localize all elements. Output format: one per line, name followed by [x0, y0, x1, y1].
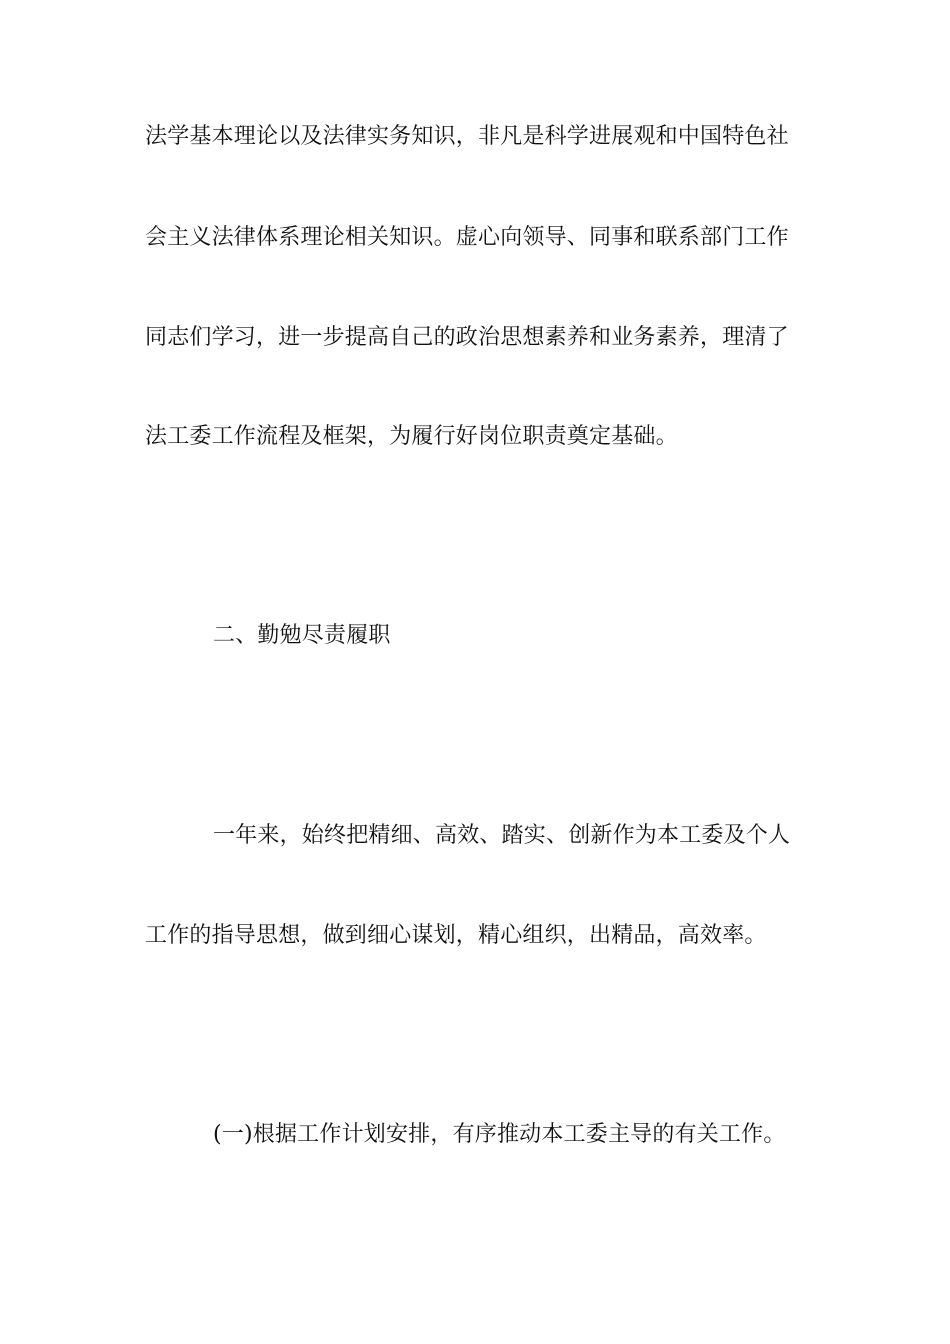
- paragraph-line: 法学基本理论以及法律实务知识，非凡是科学进展观和中国特色社: [145, 124, 789, 149]
- subheading: (一)根据工作计划安排，有序推动本工委主导的有关工作。: [213, 1122, 786, 1147]
- paragraph-line: 工作的指导思想，做到细心谋划，精心组织，出精品，高效率。: [145, 923, 767, 948]
- paragraph-line: 法工委工作流程及框架，为履行好岗位职责奠定基础。: [145, 424, 678, 449]
- section-heading: 二、勤勉尽责履职: [213, 623, 391, 648]
- paragraph-line: 同志们学习，进一步提高自己的政治思想素养和业务素养，理清了: [145, 325, 789, 350]
- paragraph-line: 一年来，始终把精细、高效、踏实、创新作为本工委及个人: [213, 823, 791, 848]
- paragraph-line: 会主义法律体系理论相关知识。虚心向领导、同事和联系部门工作: [145, 225, 789, 250]
